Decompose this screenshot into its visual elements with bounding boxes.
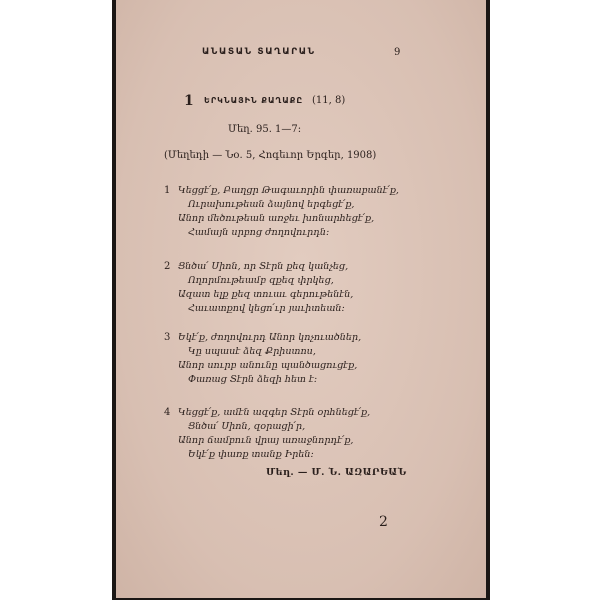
stanza-number: 1 — [164, 185, 171, 196]
stanza-line: Փառաց Տէրն ձեզի հետ է։ — [188, 374, 318, 385]
stanza-line: Ցնծա՛ Սիոն, զօրացի՛ր, — [188, 421, 306, 432]
stanza-line: Կը սպասէ ձեզ Քրիստոս, — [188, 346, 316, 357]
hymn-title: ԵՐԿՆԱՅԻՆ ՔԱՂԱՔԸ — [204, 96, 304, 105]
stanza-line: Ողորմութեամբ զքեզ փրկեց, — [188, 275, 334, 286]
stanza-line: Համայն սրբոց ժողովուրդն։ — [188, 227, 330, 238]
stanza-line: Ուրախութեան ձայնով երգեցէ՛ք, — [188, 199, 355, 210]
hymn-heading — [116, 94, 486, 110]
page-number: 9 — [394, 47, 401, 58]
stanza-line: Անոր ճամբուն վրայ առաջնորդէ՛ք, — [178, 435, 354, 446]
stanza-number: 4 — [164, 407, 171, 418]
stanza-number: 3 — [164, 332, 171, 343]
stanza-line: Ազատ ելք քեզ տուաւ գերութենէն, — [178, 289, 354, 300]
stanza-line: Կեցցէ՛ք, Բաղցր Թագաւորին փառաբանէ՛ք, — [178, 185, 399, 196]
stanza-line: Անոր մեծութեան առջեւ խոնարհեցէ՛ք, — [178, 213, 375, 224]
stanza-line: Հաւատքով կեցո՛ւր յաւիտեան։ — [188, 303, 345, 314]
stanza-number: 2 — [164, 261, 171, 272]
stanza-line: Եկէ՛ք, ժողովուրդ Անոր կոչուածներ, — [178, 332, 362, 343]
hymn-number: 1 — [184, 93, 194, 109]
stanza-line: Անոր սուրբ անունը պանծացուցէք, — [178, 360, 358, 371]
scripture-reference: Մեղ. 95. 1—7։ — [228, 124, 302, 135]
hymn-meter: (11, 8) — [312, 95, 346, 106]
author-credit: Մեղ. — Մ. Ն. ԱԶԱՐԵԱՆ — [266, 467, 407, 478]
running-title: ԱՆԱՏԱՆ ՏԱՂԱՐԱՆ — [202, 47, 316, 57]
stanza-line: Ցնծա՛ Սիոն, որ Տէրն քեզ կանչեց, — [178, 261, 349, 272]
stanza-line: Կեցցէ՛ք, ամէն ազգեր Տէրն օրհնեցէ՛ք, — [178, 407, 371, 418]
signature-mark: 2 — [379, 514, 388, 530]
running-head — [116, 47, 486, 63]
source-line: (Մեղեդի — Նօ. 5, Հոգեւոր Երգեր, 1908) — [164, 150, 377, 161]
stanza-line: Եկէ՛ք փառք տանք Իրեն։ — [188, 449, 314, 460]
book-page — [116, 0, 486, 598]
